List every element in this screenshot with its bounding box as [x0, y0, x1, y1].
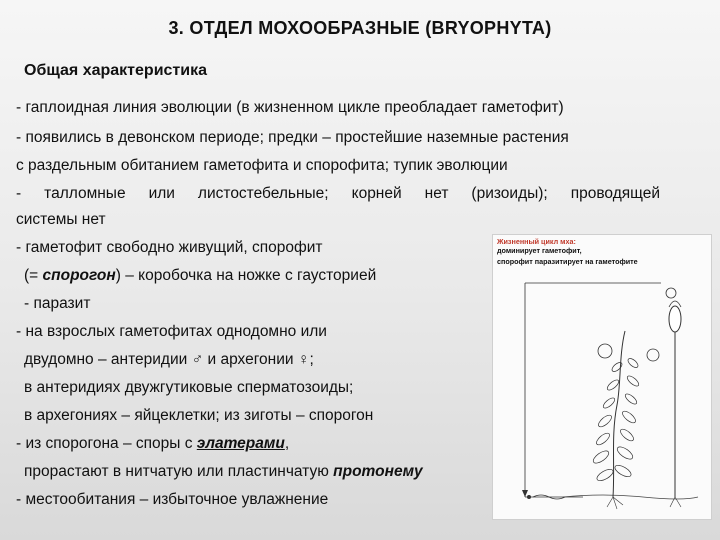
figure-caption-line-1: Жизненный цикл мха: [497, 237, 576, 246]
text-line-14 [24, 462, 423, 482]
section-subtitle: Общая характеристика [24, 62, 207, 79]
text-line-13-post: , [284, 435, 290, 452]
figure-caption-line-3: спорофит паразитирует на гаметофите [497, 257, 638, 266]
slide-title: 3. ОТДЕЛ МОХООБРАЗНЫЕ (BRYOPHYTA) [168, 18, 552, 38]
text-line-8: - паразит [24, 295, 91, 312]
text-line-1: - гаплоидная линия эволюции (в жизненном цикле преобладает гаметофит) [16, 99, 564, 116]
text-line-14-pre: прорастают в нитчатую или пластинчатую [24, 463, 334, 480]
moss-life-cycle-figure [492, 234, 712, 520]
text-line-11: в антеридиях двужгутиковые сперматозоиды; [24, 379, 354, 396]
text-line-15: - местообитания – избыточное увлажнение [16, 491, 329, 508]
figure-caption-line-2: доминирует гаметофит, [497, 246, 582, 255]
text-line-10: двудомно – антеридии ♂ и архегонии ♀; [24, 351, 314, 368]
text-line-6: - гаметофит свободно живущий, спорофит [16, 239, 323, 256]
text-line-4: - талломные или листостебельные; корней нет (ризоиды); проводящей [16, 185, 660, 202]
text-line-7-post: ) – коробочка на ножке с гаусторией [115, 267, 377, 284]
text-line-9: - на взрослых гаметофитах однодомно или [16, 323, 327, 340]
text-line-13 [16, 434, 289, 454]
text-line-7 [24, 266, 376, 286]
moss-drawing [493, 235, 711, 519]
text-line-3: с раздельным обитанием гаметофита и спорофита; тупик эволюции [16, 157, 508, 174]
text-line-2: - появились в девонском периоде; предки – простейшие наземные растения [16, 129, 569, 146]
text-line-13-pre: - из спорогона – споры с [16, 435, 197, 452]
text-line-12: в архегониях – яйцеклетки; из зиготы – спорогон [24, 407, 374, 424]
term-sporogon: спорогон [42, 267, 116, 284]
term-elaters: элатерами [196, 435, 285, 452]
text-line-5: системы нет [16, 211, 106, 228]
term-protonema: протонему [333, 463, 423, 480]
text-line-7-pre: (= [24, 267, 43, 284]
